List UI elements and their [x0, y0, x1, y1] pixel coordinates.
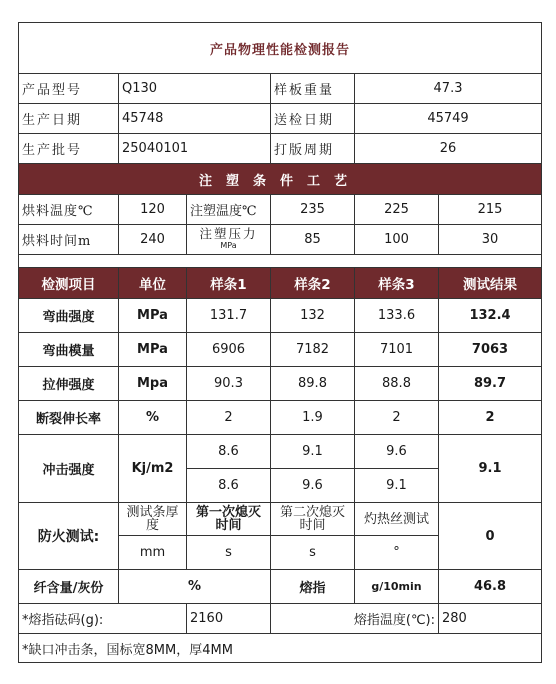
header-sample-3: 样条3	[355, 268, 439, 299]
impact-s3-b: 9.1	[355, 469, 439, 503]
table-row	[19, 401, 542, 435]
sample-3-value: 88.8	[355, 367, 439, 401]
spacer-row	[19, 255, 542, 268]
sample-3-value: 7101	[355, 333, 439, 367]
mfi-unit: g/10min	[355, 570, 439, 604]
fire-unit-mm: mm	[119, 536, 187, 570]
report-table	[18, 22, 542, 663]
inj-pressure-label-cell	[187, 225, 271, 255]
process-band: 注塑条件工艺	[19, 164, 542, 195]
test-unit: %	[119, 401, 187, 435]
inj-pressure-value-2: 100	[355, 225, 439, 255]
header-result: 测试结果	[439, 268, 542, 299]
impact-s1-b: 8.6	[187, 469, 271, 503]
send-date-value: 45749	[355, 104, 542, 134]
test-result: 7063	[439, 333, 542, 367]
test-item: 断裂伸长率	[19, 401, 119, 435]
footnote: *缺口冲击条，国标宽8MM，厚4MM	[19, 634, 542, 663]
test-unit: Mpa	[119, 367, 187, 401]
inj-pressure-label: 注塑压力	[199, 225, 258, 241]
prod-date-label: 生产日期	[19, 104, 119, 134]
bake-time-label: 烘料时间m	[19, 225, 119, 255]
inj-pressure-unit: MPa	[220, 240, 237, 250]
cycle-value: 26	[355, 134, 542, 164]
batch-label: 生产批号	[19, 134, 119, 164]
page-title: 产品物理性能检测报告	[19, 23, 542, 74]
sample-2-value: 132	[271, 299, 355, 333]
test-result: 89.7	[439, 367, 542, 401]
prod-date-value: 45748	[119, 104, 271, 134]
header-sample-1: 样条1	[187, 268, 271, 299]
impact-result: 9.1	[439, 435, 542, 503]
test-item: 弯曲模量	[19, 333, 119, 367]
header-sample-2: 样条2	[271, 268, 355, 299]
fire-col-thickness: 测试条厚度	[119, 503, 187, 536]
impact-unit: Kj/m2	[119, 435, 187, 503]
fiber-unit: %	[119, 570, 271, 604]
header-unit: 单位	[119, 268, 187, 299]
test-item: 拉伸强度	[19, 367, 119, 401]
cycle-label: 打版周期	[271, 134, 355, 164]
inj-temp-label: 注塑温度℃	[187, 195, 271, 225]
fire-unit-degree: °	[355, 536, 439, 570]
inj-temp-value-1: 235	[271, 195, 355, 225]
sample-2-value: 89.8	[271, 367, 355, 401]
fiber-item: 纤含量/灰份	[19, 570, 119, 604]
weight-label: 样板重量	[271, 74, 355, 104]
table-row	[19, 367, 542, 401]
bake-temp-value: 120	[119, 195, 187, 225]
fire-unit-s1: s	[187, 536, 271, 570]
test-item: 弯曲强度	[19, 299, 119, 333]
sample-1-value: 90.3	[187, 367, 271, 401]
model-value: Q130	[119, 74, 271, 104]
test-unit: MPa	[119, 299, 187, 333]
weight-value: 47.3	[355, 74, 542, 104]
sample-1-value: 6906	[187, 333, 271, 367]
mfi-weight-label: *熔指砝码(g):	[19, 604, 187, 634]
impact-s3-a: 9.6	[355, 435, 439, 469]
mfi-weight-value: 2160	[187, 604, 271, 634]
impact-s1-a: 8.6	[187, 435, 271, 469]
inj-pressure-value-3: 30	[439, 225, 542, 255]
bake-time-value: 240	[119, 225, 187, 255]
impact-s2-b: 9.6	[271, 469, 355, 503]
report-sheet	[18, 22, 541, 670]
inj-temp-value-3: 215	[439, 195, 542, 225]
sample-3-value: 133.6	[355, 299, 439, 333]
mfi-label: 熔指	[271, 570, 355, 604]
send-date-label: 送检日期	[271, 104, 355, 134]
table-row	[19, 333, 542, 367]
fire-col-second: 第二次熄灭时间	[271, 503, 355, 536]
fire-result: 0	[439, 503, 542, 570]
test-result: 2	[439, 401, 542, 435]
mfi-temp-value: 280	[439, 604, 542, 634]
impact-row-1	[19, 435, 542, 469]
inj-temp-value-2: 225	[355, 195, 439, 225]
fire-col-glow: 灼热丝测试	[355, 503, 439, 536]
model-label: 产品型号	[19, 74, 119, 104]
sample-1-value: 2	[187, 401, 271, 435]
fire-col-first: 第一次熄灭时间	[187, 503, 271, 536]
test-result: 132.4	[439, 299, 542, 333]
table-row	[19, 299, 542, 333]
header-item: 检测项目	[19, 268, 119, 299]
fire-item: 防火测试:	[19, 503, 119, 570]
fiber-result: 46.8	[439, 570, 542, 604]
fire-unit-s2: s	[271, 536, 355, 570]
test-unit: MPa	[119, 333, 187, 367]
sample-2-value: 1.9	[271, 401, 355, 435]
mfi-temp-label: 熔指温度(℃):	[271, 604, 439, 634]
batch-value: 25040101	[119, 134, 271, 164]
impact-s2-a: 9.1	[271, 435, 355, 469]
sample-3-value: 2	[355, 401, 439, 435]
bake-temp-label: 烘料温度℃	[19, 195, 119, 225]
inj-pressure-value-1: 85	[271, 225, 355, 255]
sample-2-value: 7182	[271, 333, 355, 367]
impact-item: 冲击强度	[19, 435, 119, 503]
sample-1-value: 131.7	[187, 299, 271, 333]
